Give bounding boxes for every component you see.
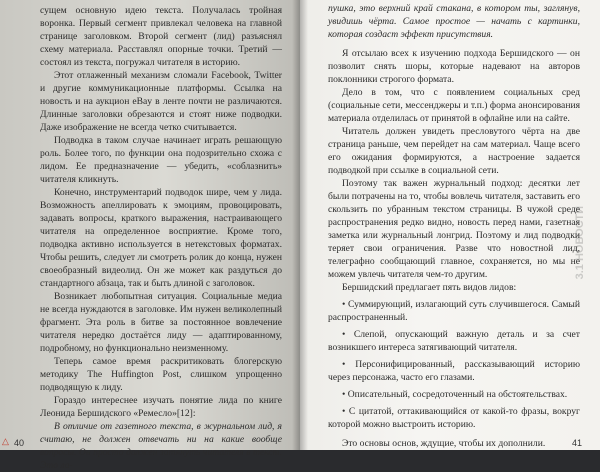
bleed-through-heading: 3.1 НОВОСТИ [574, 206, 586, 280]
page-number-left: 40 [14, 438, 25, 448]
list-item: • Суммирующий, излагающий суть случившегося. Самый распространенный. [328, 299, 580, 323]
left-paragraph-7: Гораздо интереснее изучать понятие лида по книге Леонида Бершидского «Ремесло»[12]: [40, 395, 282, 419]
right-paragraph-2: Дело в том, что с появлением социальных сред (социальные сети, мессенджеры и т.п.) форма анонсирования материала отделилась от принятой в офлайне или на сайте. [328, 87, 580, 124]
left-page [0, 0, 300, 471]
corner-mark: △ [2, 436, 9, 446]
left-paragraph-5: Возникает любопытная ситуация. Социальные медиа не всегда нуждаются в заголовке. Им нужен великолепный фрагмент. Эта роль в битве за постоянное вовлечение читателя нередко достаётся лиду — адаптированному, подробному, но функционально неизменному. [40, 291, 282, 354]
right-paragraph-1: Я отсылаю всех к изучению подхода Бершидского — он позволит снять шоры, которые надевают на авторов поклонники строгого формата. [328, 48, 580, 85]
list-item: • Описательный, сосредоточенный на обстоятельствах. [342, 389, 568, 400]
right-page [300, 0, 600, 450]
right-paragraph-3: Читатель должен увидеть пресловутого чёрта на две страница раньше, чем перейдет на сам материал. Чаще всего его ожидания формируются, а настроение задается подводкой при ссылке в социальной сети. [328, 126, 580, 176]
page-number-right: 41 [571, 438, 582, 448]
lead-types-list [328, 298, 580, 431]
left-paragraph-2: Этот отлаженный механизм сломали Facebook, Twitter и другие коммуникационные платформы. Ссылка на новость и на аукцион eBay в ленте почти не различаются. Длинные заголовки обрезаются и стоят ниже подводки. Даже изображение не всегда четко считывается. [40, 70, 282, 133]
left-paragraph-3: Подводка в таком случае начинает играть решающую роль. Более того, по функции она подозрительно схожа с лидом. Ее предназначение — убедить, «соблазнить» читателя кликнуть. [40, 135, 282, 185]
left-paragraph-6: Теперь самое время раскритиковать блогерскую методику The Huffington Post, слишком упрощенно подводящую к лиду. [40, 356, 282, 393]
closing-paragraph: Это основы основ, ждущие, чтобы их дополнили. [342, 438, 546, 449]
list-item: • Персонифицированный, рассказывающий историю через персонажа, часто его глазами. [328, 359, 580, 383]
right-paragraph-5: Бершидский предлагает пять видов лидов: [342, 282, 517, 293]
list-item: • С цитатой, оттакивающийся от какой-то фразы, вокруг которой можно выстроить историю. [328, 406, 580, 430]
left-paragraph-1: сущем основную идею текста. Получалась тройная воронка. Первый сегмент привлекал человека на главной странице заголовком. Второй сегмент (лид) разъяснял схему материала. Расставлял опорные точки. Третий — состоял из текста, погружал читателя в историю. [40, 5, 282, 68]
list-item: • Слепой, опускающий важную деталь и за счет возникшего интереса затягивающий читателя. [328, 329, 580, 353]
left-paragraph-4: Конечно, инструментарий подводок шире, чем у лида. Возможность апеллировать к эмоциям, провоцировать, задавать вопросы, краткого выражения, настраивающего читателя на определенное восприятие. Кроме того, подводка активно используется в нетекстовых форматах. Чтобы решить, следует ли смотреть ролик до конца, нужен своеобразный видеолид. Он же может как раздуться до стандартного абзаца, так и быть длиной с заголовок. [40, 187, 282, 289]
right-paragraph-4: Поэтому так важен журнальный подход: десятки лет были потрачены на то, чтобы вовлечь читателя, заставить его скользить по убранным текстом страницы. В чужой среде распространения редко видно, новость перед нами, газетная заметка или журнальный лонгрид. Поэтому и лид подводки теряет свои ограничения. Разве что новостной лид, телеграфно сообщающий главное, сохраняется, но мы не можем увлечь читателя чем-то другим. [328, 178, 580, 280]
left-quote: В отличие от газетного текста, в журнальном лид, я считаю, не должен отвечать ни на какие вообще вопросы. Он просто должен затянуть читателя в текст. Это ла- [40, 421, 282, 471]
right-quote-continuation: пушка, это верхний край стакана, в котором ты, заглянув, увидишь чёрта. Самое простое — начать с картинки, которая создаст эффект присутствия. [328, 3, 580, 40]
